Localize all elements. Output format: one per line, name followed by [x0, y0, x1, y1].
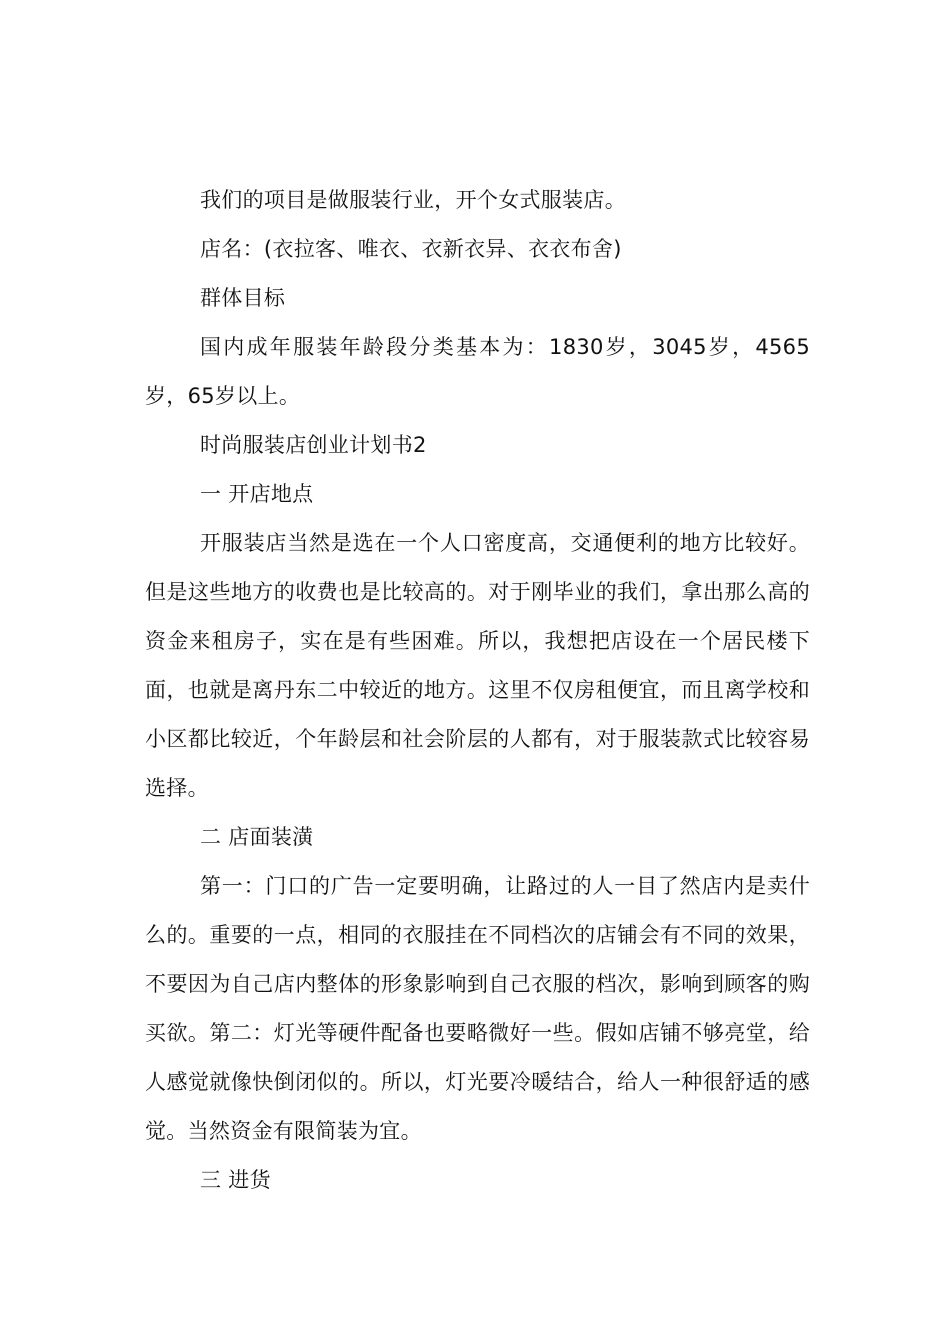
- paragraph-intro: 我们的项目是做服装行业，开个女式服装店。: [200, 188, 626, 212]
- paragraph-location: 开服装店当然是选在一个人口密度高，交通便利的地方比较好。但是这些地方的收费也是比较高的。对于刚毕业的我们，拿出那么高的资金来租房子，实在是有些困难。所以，我想把店设在一个居民楼下面，也就是离丹东二中较近的地方。这里不仅房租便宜，而且离学校和小区都比较近，个年龄层和社会阶层的人都有，对于服装款式比较容易选择。: [145, 531, 810, 800]
- paragraph-section-title: 时尚服装店创业计划书2: [200, 433, 427, 457]
- heading-purchasing: 三 进货: [200, 1168, 271, 1192]
- paragraph-target-heading: 群体目标: [200, 286, 286, 310]
- paragraph-store-names: 店名：(衣拉客、唯衣、衣新衣异、衣衣布舍): [200, 237, 622, 261]
- heading-location: 一 开店地点: [200, 482, 314, 506]
- paragraph-age-groups: 国内成年服装年龄段分类基本为：1830岁，3045岁，4565岁，65岁以上。: [145, 335, 810, 408]
- document-body: [145, 176, 810, 1205]
- heading-decoration: 二 店面装潢: [200, 825, 314, 849]
- paragraph-decoration: 第一：门口的广告一定要明确，让路过的人一目了然店内是卖什么的。重要的一点，相同的衣服挂在不同档次的店铺会有不同的效果，不要因为自己店内整体的形象影响到自己衣服的档次，影响到顾客的购买欲。第二：灯光等硬件配备也要略微好一些。假如店铺不够亮堂，给人感觉就像快倒闭似的。所以，灯光要冷暖结合，给人一种很舒适的感觉。当然资金有限简装为宜。: [145, 874, 810, 1143]
